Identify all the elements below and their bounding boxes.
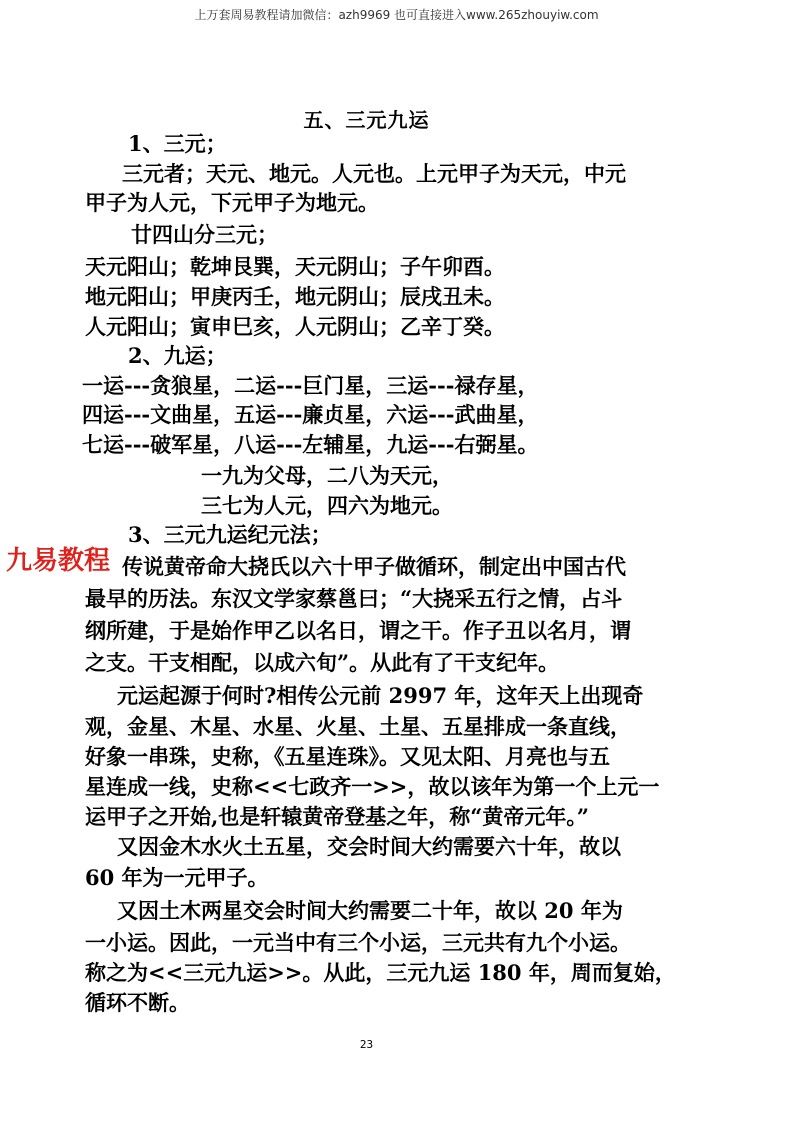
paragraph-line: 纲所建，于是始作甲乙以名日，谓之干。作子丑以名月，谓 [85,618,631,643]
paragraph-line: 循环不断。 [85,990,190,1015]
paragraph-line: 三元者；天元、地元。人元也。上元甲子为天元，中元 [122,161,626,186]
section-title: 五、三元九运 [303,108,430,132]
paragraph-line: 最早的历法。东汉文学家蔡邕曰；“大挠采五行之情，占斗 [85,586,623,611]
paragraph-line: 60 年为一元甲子。 [85,865,269,890]
paragraph-line: 一九为父母，二八为天元， [201,463,453,488]
paragraph-line: 四运---文曲星，五运---廉贞星，六运---武曲星， [82,402,539,427]
paragraph-line: 三七为人元，四六为地元。 [201,493,453,518]
subsection-heading-nine-yun: 2、九运； [128,343,227,368]
page-header-note: 上万套周易教程请加微信：azh9969 也可直接进入www.265zhouyiw.com [194,8,599,22]
paragraph-line: 甲子为人元，下元甲子为地元。 [85,190,379,215]
paragraph-line: 星连成一线，史称<<七政齐一>>，故以该年为第一个上元一 [85,774,660,799]
paragraph-line: 廿四山分三元； [131,222,278,247]
paragraph-line: 好象一串珠，史称，《五星连珠》。又见太阳、月亮也与五 [85,744,610,769]
paragraph-line: 传说黄帝命大挠氏以六十甲子做循环，制定出中国古代 [122,554,626,579]
paragraph-line: 一小运。因此，一元当中有三个小运，三元共有九个小运。 [85,930,631,955]
watermark-logo: 九易教程 [6,546,111,576]
paragraph-line: 七运---破军星，八运---左辅星，九运---右弼星。 [82,432,539,457]
paragraph-line: 地元阳山；甲庚丙壬，地元阴山；辰戌丑未。 [85,284,505,309]
paragraph-line: 之支。干支相配，以成六旬”。从此有了干支纪年。 [85,650,560,675]
paragraph-line: 运甲子之开始,也是轩辕黄帝登基之年，称“黄帝元年。” [85,804,589,829]
paragraph-line: 一运---贪狼星，二运---巨门星，三运---禄存星， [82,373,539,398]
paragraph-line: 又因金木水火土五星，交会时间大约需要六十年，故以 [117,834,621,859]
paragraph-line: 人元阳山；寅申巳亥，人元阴山；乙辛丁癸。 [85,314,505,339]
paragraph-line: 又因土木两星交会时间大约需要二十年，故以 20 年为 [117,898,623,923]
paragraph-line: 天元阳山；乾坤艮巽，天元阴山；子午卯酉。 [85,254,505,279]
subsection-heading-three-yuan: 1、三元； [128,131,227,156]
page-number: 23 [359,1038,374,1051]
subsection-heading-calendar: 3、三元九运纪元法； [128,522,332,547]
paragraph-line: 称之为<<三元九运>>。从此，三元九运 180 年，周而复始， [85,960,676,985]
paragraph-line: 元运起源于何时?相传公元前 2997 年，这年天上出现奇 [117,683,644,708]
paragraph-line: 观，金星、木星、水星、火星、土星、五星排成一条直线， [85,714,631,739]
